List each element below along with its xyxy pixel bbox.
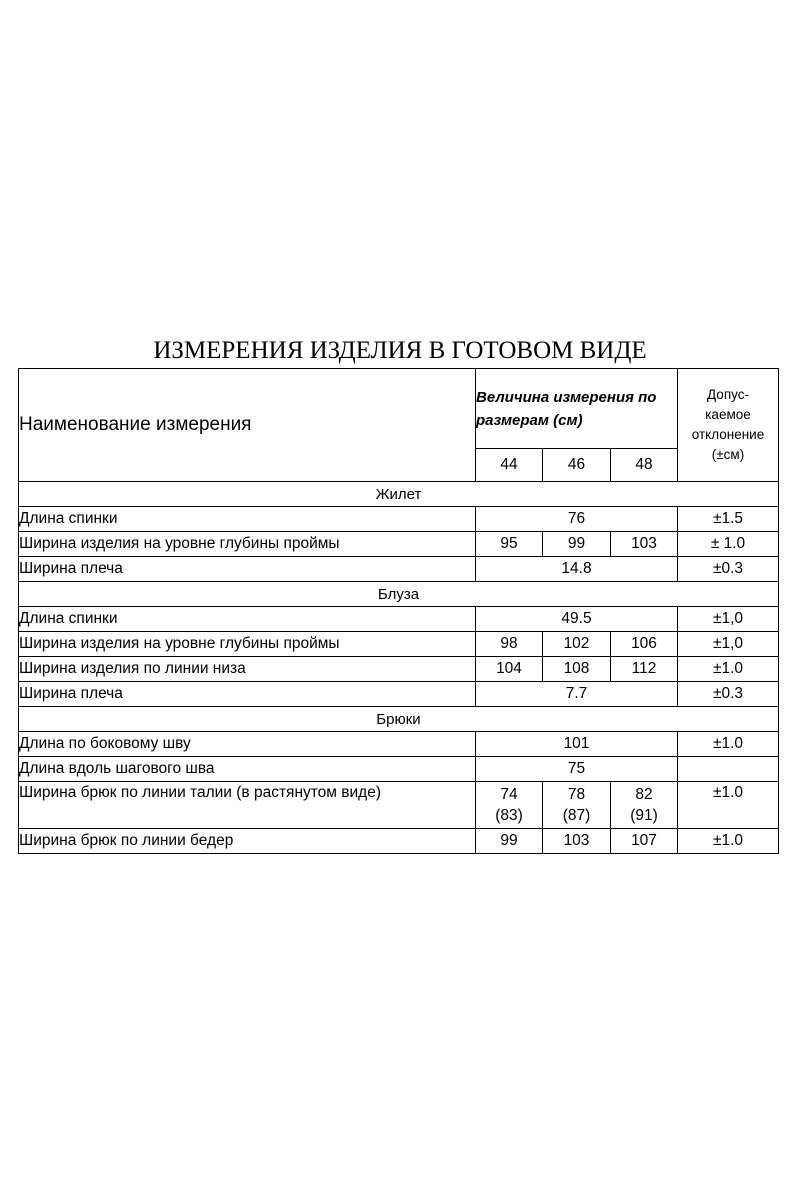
size-value-line: (83) <box>495 807 523 824</box>
size-value-line: 104 <box>496 660 522 677</box>
tolerance-value: ±1.0 <box>678 829 779 854</box>
table-row <box>19 782 779 829</box>
measurement-name: Ширина изделия на уровне глубины проймы <box>19 632 476 657</box>
tolerance-value <box>678 757 779 782</box>
common-value: 7.7 <box>476 682 678 707</box>
section-row <box>19 582 779 607</box>
size-header: 48 <box>611 449 678 482</box>
tolerance-value: ±0.3 <box>678 557 779 582</box>
measurement-name: Ширина изделия по линии низа <box>19 657 476 682</box>
measurement-name: Ширина брюк по линии талии (в растянутом виде) <box>19 782 476 829</box>
size-value-line: (87) <box>562 807 591 824</box>
table-row <box>19 557 779 582</box>
section-row <box>19 482 779 507</box>
table-row <box>19 607 779 632</box>
size-value <box>543 782 611 829</box>
measurement-name: Длина спинки <box>19 607 476 632</box>
tolerance-value: ±0.3 <box>678 682 779 707</box>
size-value <box>476 657 543 682</box>
size-value-line: 99 <box>567 535 586 552</box>
measurement-name: Ширина плеча <box>19 557 476 582</box>
tolerance-value: ±1.0 <box>678 657 779 682</box>
table-row <box>19 632 779 657</box>
table-row <box>19 532 779 557</box>
measurement-name: Ширина изделия на уровне глубины проймы <box>19 532 476 557</box>
size-header: 46 <box>543 449 611 482</box>
table-row <box>19 829 779 854</box>
header-sizes-label: Величина измерения по размерам (см) <box>476 369 678 449</box>
measurement-name: Длина вдоль шагового шва <box>19 757 476 782</box>
tolerance-value: ±1.5 <box>678 507 779 532</box>
common-value: 101 <box>476 732 678 757</box>
section-title: Жилет <box>19 482 779 507</box>
measurement-name: Ширина плеча <box>19 682 476 707</box>
header-name: Наименование измерения <box>19 369 476 482</box>
size-value-line: 99 <box>500 832 518 849</box>
size-value-line: 106 <box>631 635 657 652</box>
header-tolerance-line: Допус- <box>707 387 749 402</box>
measurement-name: Длина по боковому шву <box>19 732 476 757</box>
table-row <box>19 682 779 707</box>
header-row <box>19 369 779 449</box>
size-value <box>611 782 678 829</box>
size-value <box>476 829 543 854</box>
size-value-line: 107 <box>631 832 657 849</box>
size-value <box>476 632 543 657</box>
section-title: Брюки <box>19 707 779 732</box>
size-value-line: 74 <box>500 786 518 803</box>
size-value-line: 103 <box>631 535 657 552</box>
size-value-line: (91) <box>630 807 658 824</box>
measurement-name: Длина спинки <box>19 507 476 532</box>
common-value: 14.8 <box>476 557 678 582</box>
size-value-line: 95 <box>500 535 518 552</box>
table-row <box>19 507 779 532</box>
table-row <box>19 657 779 682</box>
header-tolerance-line: отклонение <box>691 427 765 442</box>
tolerance-value: ±1,0 <box>678 632 779 657</box>
size-header: 44 <box>476 449 543 482</box>
common-value: 75 <box>476 757 678 782</box>
size-value-line: 78 <box>567 786 586 803</box>
table-row <box>19 732 779 757</box>
tolerance-value: ±1.0 <box>678 732 779 757</box>
size-value <box>476 532 543 557</box>
size-value-line: 82 <box>635 786 653 803</box>
header-tolerance <box>678 369 779 482</box>
size-value <box>611 632 678 657</box>
measurements-table <box>18 368 779 854</box>
size-value <box>543 657 611 682</box>
size-value-line: 112 <box>631 660 657 677</box>
tolerance-value: ±1,0 <box>678 607 779 632</box>
size-value-line: 103 <box>563 832 590 849</box>
size-value-line: 102 <box>563 635 590 652</box>
size-value <box>611 657 678 682</box>
tolerance-value: ±1.0 <box>678 782 779 829</box>
size-value <box>543 632 611 657</box>
tolerance-value: ± 1.0 <box>678 532 779 557</box>
size-value <box>543 532 611 557</box>
section-title: Блуза <box>19 582 779 607</box>
header-tolerance-line: каемое <box>705 407 751 422</box>
size-value <box>611 532 678 557</box>
document-title: ИЗМЕРЕНИЯ ИЗДЕЛИЯ В ГОТОВОМ ВИДЕ <box>153 337 647 364</box>
size-value-line: 98 <box>500 635 518 652</box>
size-value <box>476 782 543 829</box>
header-tolerance-line: (±см) <box>711 447 745 462</box>
common-value: 49.5 <box>476 607 678 632</box>
common-value: 76 <box>476 507 678 532</box>
measurement-name: Ширина брюк по линии бедер <box>19 829 476 854</box>
table-row <box>19 757 779 782</box>
size-value <box>611 829 678 854</box>
size-value <box>543 829 611 854</box>
size-value-line: 108 <box>563 660 590 677</box>
section-row <box>19 707 779 732</box>
